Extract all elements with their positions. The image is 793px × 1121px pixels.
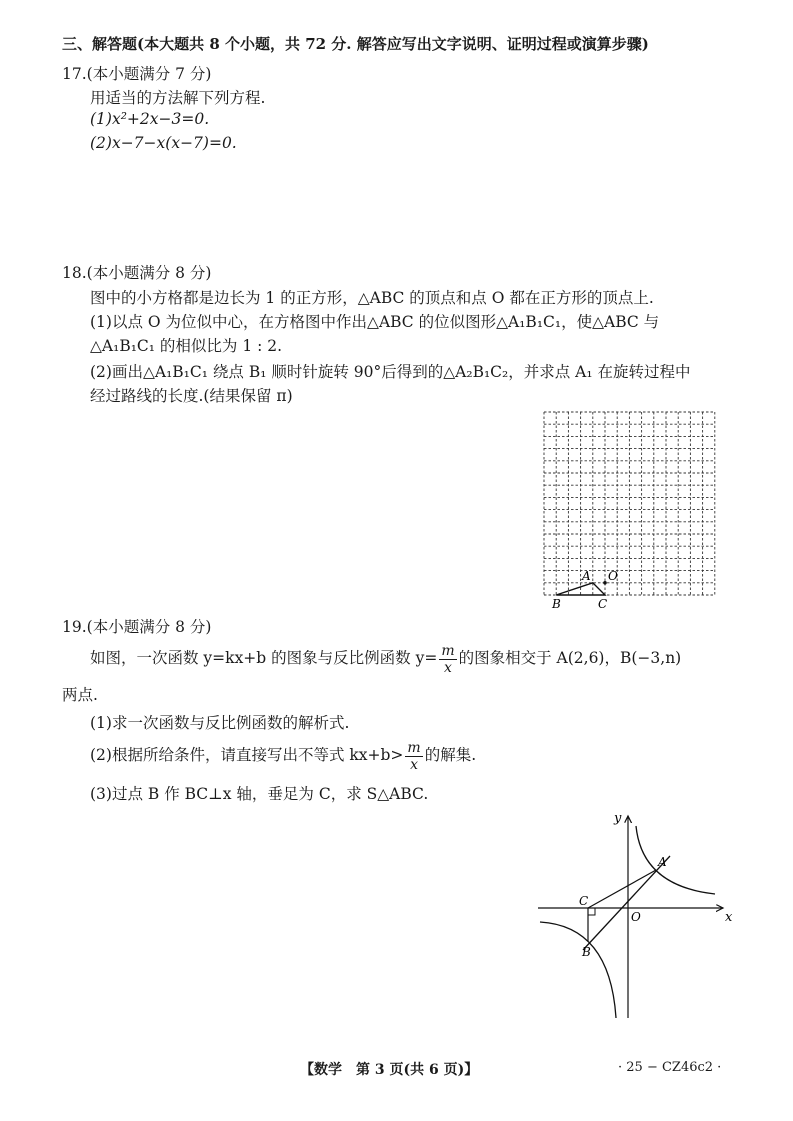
point-o [603, 581, 607, 585]
section-title: 三、解答题(本大题共 8 个小题，共 72 分. 解答应写出文字说明、证明过程或演算步骤) [62, 35, 649, 53]
q19-intro-continued: 两点. [62, 686, 98, 704]
footer-code: · 25 − CZ46c2 · [618, 1060, 722, 1075]
footer-page-indicator: 【数学 第 3 页(共 6 页)】 [300, 1062, 479, 1078]
q19-part-2-line [90, 740, 476, 772]
axis-label-y: y [614, 811, 622, 826]
q19-fraction-m-over-x: $\frac{m}{x}$ [441, 642, 455, 676]
q19-intro-a: 如图，一次函数 y=kx+b 的图象与反比例函数 y= [90, 649, 438, 667]
grid-label-c: C [598, 597, 608, 611]
grid-label-o: O [608, 569, 618, 583]
axis-label-x: x [725, 910, 733, 925]
segment-ca [588, 870, 656, 908]
q19-part-2-a: (2)根据所给条件，请直接写出不等式 kx+b> [90, 746, 404, 764]
grid-label-a: A [582, 569, 591, 583]
point-label-o: O [631, 910, 641, 924]
q19-intro-b: 的图象相交于 A(2,6)，B(−3,n) [458, 649, 682, 667]
right-angle-mark [588, 908, 595, 915]
q19-part-2-b: 的解集. [424, 746, 477, 764]
q18-header: 18.(本小题满分 8 分) [62, 264, 212, 282]
q17-header: 17.(本小题满分 7 分) [62, 65, 212, 83]
q18-part-2-line-1: (2)画出△A₁B₁C₁ 绕点 B₁ 顺时针旋转 90°后得到的△A₂B₁C₂，并求点 A₁ 在旋转过程中 [90, 363, 691, 381]
q18-part-2-line-2: 经过路线的长度.(结果保留 π) [90, 387, 293, 405]
q19-coordinate-figure [530, 808, 745, 1030]
q18-grid-figure [538, 406, 722, 612]
grid-label-b: B [552, 597, 561, 611]
q19-header: 19.(本小题满分 8 分) [62, 618, 212, 636]
q19-fraction-m-over-x-2: $\frac{m}{x}$ [407, 739, 421, 773]
q18-part-1-line-2: △A₁B₁C₁ 的相似比为 1 : 2. [90, 337, 283, 355]
q18-intro: 图中的小方格都是边长为 1 的正方形，△ABC 的顶点和点 O 都在正方形的顶点上. [90, 289, 654, 307]
q19-part-3: (3)过点 B 作 BC⊥x 轴，垂足为 C，求 S△ABC. [90, 785, 429, 803]
q17-equation-1: (1)x²+2x−3=0. [90, 110, 210, 128]
point-label-b: B [582, 945, 591, 959]
q19-part-1: (1)求一次函数与反比例函数的解析式. [90, 714, 350, 732]
q19-intro-line [90, 643, 681, 675]
hyperbola-branch-q1 [636, 826, 715, 894]
grid-lines [544, 412, 715, 595]
hyperbola-branch-q3 [540, 922, 616, 1018]
q17-intro: 用适当的方法解下列方程. [90, 89, 266, 107]
q18-part-1-line-1: (1)以点 O 为位似中心，在方格图中作出△ABC 的位似图形△A₁B₁C₁，使△ABC 与 [90, 313, 660, 331]
q17-equation-2: (2)x−7−x(x−7)=0. [90, 134, 237, 152]
point-label-a: A [658, 855, 667, 869]
point-label-c: C [579, 894, 589, 908]
